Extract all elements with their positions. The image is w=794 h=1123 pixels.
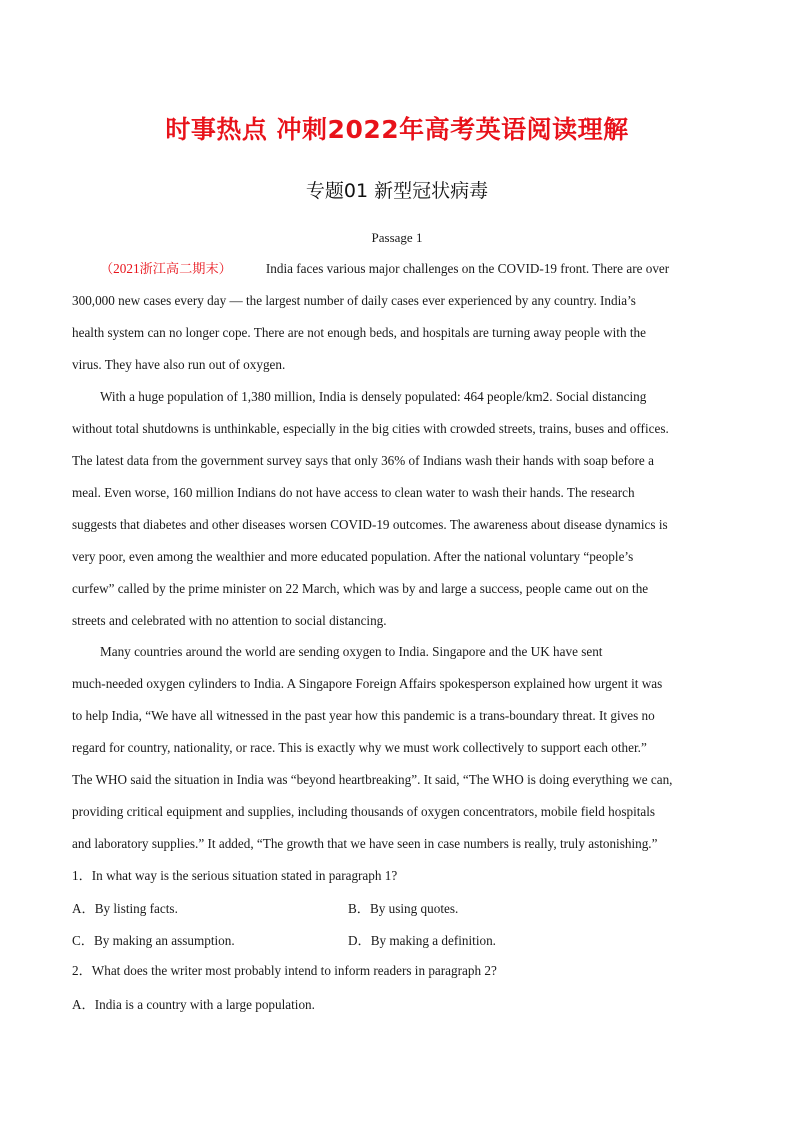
paragraph-line: 300,000 new cases every day — the largest number of daily cases ever experienced by any country. India’s [72,293,636,308]
answer-option: A．India is a country with a large population. [72,997,315,1012]
paragraph-line: With a huge population of 1,380 million, India is densely populated: 464 people/km2. Social distancing [100,389,647,404]
answer-option: B．By using quotes. [348,901,459,916]
paragraph-line: to help India, “We have all witnessed in the past year how this pandemic is a trans-boundary threat. It gives no [72,708,655,723]
paragraph-line: without total shutdowns is unthinkable, especially in the big cities with crowded streets, trains, buses and offices. [72,421,669,436]
source-tag: （2021浙江高二期末） [100,261,232,276]
paragraph-line: virus. They have also run out of oxygen. [72,357,286,372]
paragraph-line: regard for country, nationality, or race. This is exactly why we must work collectively to support each other.” [72,740,647,755]
paragraph-line: very poor, even among the wealthier and more educated population. After the national voluntary “people’s [72,549,634,564]
passage-label: Passage 1 [371,230,423,245]
question-stem: 1．In what way is the serious situation stated in paragraph 1? [72,868,398,883]
page-subtitle: 专题01 新型冠状病毒 [305,180,489,202]
page-title: 时事热点 冲刺2022年高考英语阅读理解 [165,115,629,144]
paragraph-line [100,260,760,278]
paragraph-line: The latest data from the government survey says that only 36% of Indians wash their hands with soap before a [72,453,654,468]
answer-option: D．By making a definition. [348,933,496,948]
paragraph-line: streets and celebrated with no attention to social distancing. [72,613,387,628]
answer-option: A．By listing facts. [72,901,178,916]
question-stem: 2．What does the writer most probably intend to inform readers in paragraph 2? [72,963,497,978]
paragraph-text: India faces various major challenges on the COVID-19 front. There are over [265,261,670,276]
paragraph-line: meal. Even worse, 160 million Indians do not have access to clean water to wash their hands. The research [72,485,635,500]
paragraph-line: curfew” called by the prime minister on 22 March, which was by and large a success, people came out on the [72,581,649,596]
paragraph-line: and laboratory supplies.” It added, “The growth that we have seen in case numbers is really, truly astonishing.” [72,836,658,851]
paragraph-line: Many countries around the world are sending oxygen to India. Singapore and the UK have sent [100,644,603,659]
paragraph-line: The WHO said the situation in India was “beyond heartbreaking”. It said, “The WHO is doing everything we can, [72,772,673,787]
paragraph-line: providing critical equipment and supplies, including thousands of oxygen concentrators, mobile field hospitals [72,804,656,819]
paragraph-line: health system can no longer cope. There are not enough beds, and hospitals are turning away people with the [72,325,646,340]
paragraph-line: much-needed oxygen cylinders to India. A Singapore Foreign Affairs spokesperson explained how urgent it was [72,676,663,691]
answer-option: C．By making an assumption. [72,933,235,948]
paragraph-line: suggests that diabetes and other diseases worsen COVID-19 outcomes. The awareness about disease dynamics is [72,517,668,532]
